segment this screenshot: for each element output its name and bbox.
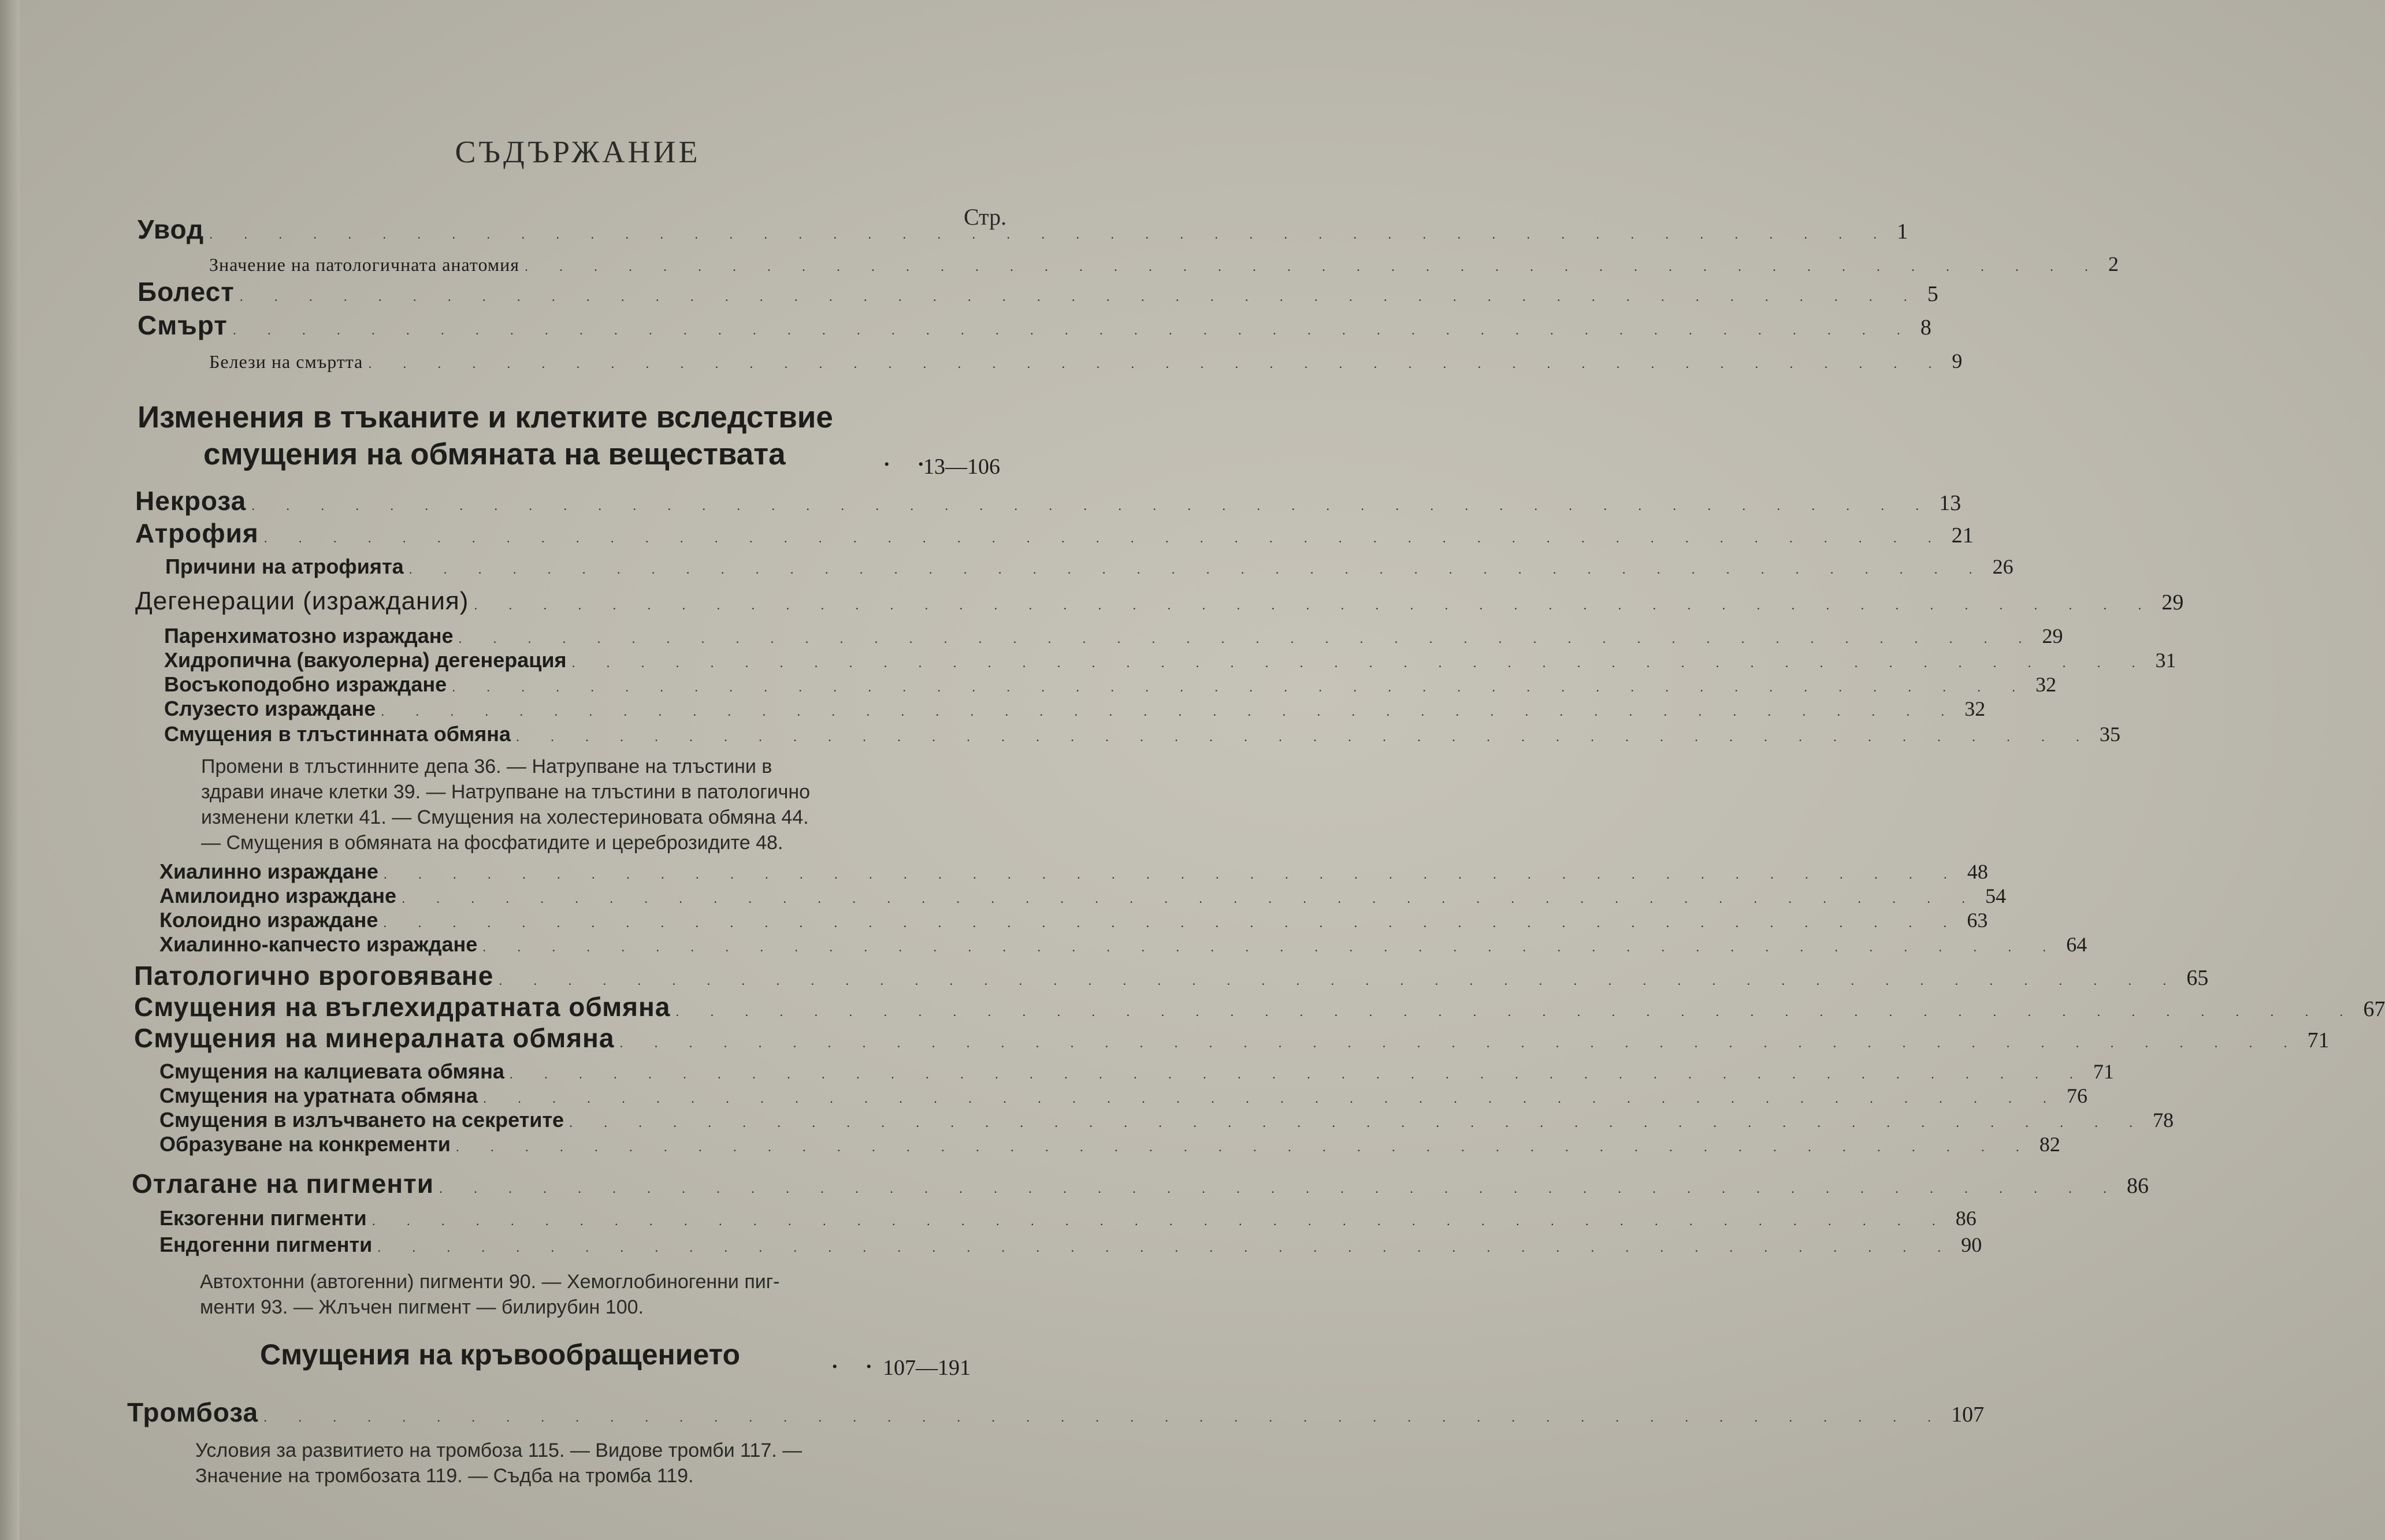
toc-title: СЪДЪРЖАНИЕ [455,135,701,169]
toc-entry-page: 8 [1920,315,1931,340]
toc-entry-text: Патологично вроговяване [134,961,494,991]
toc-entry-page: 54 [1985,884,2007,907]
toc-entry-page: 5 [1927,282,1938,306]
toc-entry-text: Дегенерации (израждания) [135,587,469,615]
toc-entry-necrosis[interactable] [135,485,1962,516]
leader-dots: . . . . . . . . . . . . . . . . . . . . . . . . . . . . . . . . . . . . . . . . . . . . . . [516,734,2094,743]
toc-entry-page: 86 [2126,1174,2149,1198]
toc-entry-page: 65 [2186,966,2209,990]
toc-entry-signs-of-death[interactable] [209,349,1963,373]
leader-dots: . . . . . . . . . . . . . . . . . . . . . . . . . . . . . . . . . . . . . . . . . . . . . . [369,360,1946,370]
toc-entry-page: 90 [1961,1233,1982,1256]
toc-entry-page: 86 [1955,1207,1977,1230]
leader-dots: . . . . . . . . . . . . . . . . . . . . . . . . . . . . . . . . . . . . . . . . . . . . . . [384,920,1962,929]
toc-entry-page: 32 [2035,673,2057,696]
toc-entry-text: Смущения на калциевата обмяна [159,1059,504,1083]
toc-entry-disease[interactable] [138,276,1938,307]
toc-entry-text: Ендогенни пигменти [159,1233,373,1256]
leader-dots: . . . . . . . . . . . . . . . . . . . . . . . . . . . . . . . . . . . . . . . . . . . . . . . . . [210,231,1892,241]
toc-entry-text: Хиалинно-капчесто израждане [159,932,478,956]
toc-entry-calcium[interactable] [159,1059,2114,1084]
toc-entry-page: 76 [2067,1084,2087,1107]
subtopics-paragraph-line: — Смущения в обмяната на фосфатидите и цереброзидите 48. [201,832,783,854]
toc-entry-text: Тромбоза [127,1397,259,1427]
toc-entry-text: Колоидно израждане [159,908,378,932]
toc-entry-page: 29 [2042,624,2063,648]
leader-dots: . . . . . . . . . . . . . . . . . . . . . . . . . . . . . . . . . . . . . . . . . . . . . . [572,660,2150,669]
part-page-range: 13—106 [923,455,1000,479]
leader-dots: . . . . . . . . . . . . . . . . . . . . . . . . . . . . . . . . . . . . . . . . . . . . . . [452,684,2030,694]
toc-entry-mucoid[interactable] [164,697,1986,721]
toc-entry-page: 1 [1897,220,1908,244]
toc-entry-text: Хиалинно израждане [159,860,378,883]
toc-entry-hyaline-droplet[interactable] [159,932,2087,957]
toc-entry-page: 32 [1964,697,1986,720]
toc-entry-endogenous[interactable] [159,1233,1982,1257]
toc-entry-page: 48 [1967,860,1988,883]
subtopics-paragraph-line: здрави иначе клетки 39. — Натрупване на тлъстини в патологично [201,781,811,803]
leader-dots: . . . . . . . . . . . . . . . . . . . . . . . . . . . . . . . . . . . . . . . . . . . . . . [570,1119,2148,1129]
toc-entry-text: Причини на атрофията [165,555,404,578]
toc-entry-page: 29 [2161,590,2184,615]
leader-dots: . . . . . . . . . . . . . . . . . . . . . . . . . . . . . . . . . . . . . . . . . . . . . . [372,1218,1950,1227]
toc-entry-pigments[interactable] [132,1168,2149,1199]
toc-entry-text: Восъкоподобно израждане [164,672,447,696]
subtopics-paragraph-line: менти 93. — Жлъчен пигмент — билирубин 100. [200,1296,644,1318]
toc-entry-waxy[interactable] [164,672,2057,697]
toc-entry-text: Смущения на минералната обмяна [134,1023,615,1053]
toc-entry-exogenous[interactable] [159,1206,1977,1230]
leader-dots: . . [884,447,935,471]
toc-entry-secretions[interactable] [159,1108,2174,1132]
toc-entry-intro[interactable] [138,214,1908,245]
toc-entry-colloid[interactable] [159,908,1988,932]
leader-dots: . . . . . . . . . . . . . . . . . . . . . . . . . . . . . . . . . . . . . . . . . . . . . . . . . [499,977,2181,987]
toc-entry-page: 71 [2093,1060,2114,1083]
subtopics-paragraph-line: Условия за развитието на тромбоза 115. — Видове тромби 117. — [195,1439,803,1461]
toc-entry-page: 9 [1952,349,1963,373]
leader-dots: . . . . . . . . . . . . . . . . . . . . . . . . . . . . . . . . . . . . . . . . . . . . . . . . . [439,1185,2121,1195]
toc-entry-text: Хидропична (вакуолерна) дегенерация [164,648,567,672]
leader-dots: . . . . . . . . . . . . . . . . . . . . . . . . . . . . . . . . . . . . . . . . . . . . . . . . . [233,327,1915,337]
part-heading-line2: смущения на обмяната на веществата [203,437,786,471]
subtopics-paragraph-line: Автохтонни (автогенни) пигменти 90. — Хемоглобиногенни пиг- [200,1271,780,1293]
toc-entry-death[interactable] [138,310,1931,341]
leader-dots: . . . . . . . . . . . . . . . . . . . . . . . . . . . . . . . . . . . . . . . . . . . . . . . . . [264,1414,1946,1424]
toc-entry-text: Образуване на конкременти [159,1132,451,1156]
leader-dots: . . . . . . . . . . . . . . . . . . . . . . . . . . . . . . . . . . . . . . . . . . . . . . [510,1071,2087,1081]
leader-dots: . . . . . . . . . . . . . . . . . . . . . . . . . . . . . . . . . . . . . . . . . . . . . . [484,1095,2061,1105]
toc-entry-thrombosis[interactable] [127,1397,1985,1428]
part-heading: Смущения на кръвообращението [260,1338,741,1371]
toc-entry-text: Екзогенни пигменти [159,1206,367,1230]
toc-entry-atrophy[interactable] [135,518,1974,549]
toc-entry-page: 78 [2153,1108,2174,1132]
toc-entry-hydropic[interactable] [164,648,2176,672]
leader-dots: . . . . . . . . . . . . . . . . . . . . . . . . . . . . . . . . . . . . . . . . . . . . . . [378,1244,1956,1254]
leader-dots: . . . . . . . . . . . . . . . . . . . . . . . . . . . . . . . . . . . . . . . . . . . . . . . . . [474,602,2156,612]
leader-dots: . . . . . . . . . . . . . . . . . . . . . . . . . . . . . . . . . . . . . . . . . . . . . . [483,944,2061,954]
leader-dots: . . . . . . . . . . . . . . . . . . . . . . . . . . . . . . . . . . . . . . . . . . . . . . . . . [240,293,1922,303]
subtopics-paragraph-line: Значение на тромбозата 119. — Съдба на тромба 119. [195,1465,694,1487]
toc-entry-text: Некроза [135,486,247,516]
toc-entry-text: Амилоидно израждане [159,884,397,907]
toc-entry-page: 63 [1967,909,1988,932]
toc-entry-text: Смущения на уратната обмяна [159,1084,478,1107]
leader-dots: . . . . . . . . . . . . . . . . . . . . . . . . . . . . . . . . . . . . . . . . . . . . . . [456,1144,2034,1154]
toc-entry-text: Болест [138,277,235,307]
part-heading-line1: Изменения в тъканите и клетките вследствие [138,400,833,434]
leader-dots: . . . . . . . . . . . . . . . . . . . . . . . . . . . . . . . . . . . . . . . . . . . . . . . . . [676,1009,2358,1018]
toc-entry-page: 21 [1951,523,1974,548]
leader-dots: . . [832,1349,883,1373]
toc-entry-page: 2 [2108,252,2119,276]
toc-entry-keratinization[interactable] [134,960,2209,991]
toc-entry-page: 82 [2039,1133,2060,1156]
leader-dots: . . . . . . . . . . . . . . . . . . . . . . . . . . . . . . . . . . . . . . . . . . . . . . . . . [252,503,1934,512]
toc-entry-text: Увод [138,214,205,244]
toc-entry-text: Слузесто израждане [164,697,376,720]
toc-entry-atrophy-causes[interactable] [165,555,2013,579]
toc-entry-text: Смущения в тлъстинната обмяна [164,722,511,746]
toc-entry-hyaline[interactable] [159,860,1988,884]
toc-entry-page: 26 [1992,555,2013,578]
subtopics-paragraph-line: изменени клетки 41. — Смущения на холестериновата обмяна 44. [201,806,809,828]
toc-entry-page: 64 [2066,933,2087,956]
toc-entry-page: 107 [1951,1403,1985,1427]
toc-entry-text: Смущения в излъчването на секретите [159,1108,564,1132]
part-page-range: 107—191 [883,1356,971,1380]
toc-entry-amyloid[interactable] [159,884,2007,908]
toc-entry-parenchymatous[interactable] [164,624,2063,648]
toc-entry-text: Белези на смъртта [209,351,363,372]
toc-entry-text: Отлагане на пигменти [132,1169,434,1199]
page-column-label: Стр. [964,204,1007,230]
toc-entry-mineral[interactable] [134,1022,2330,1054]
toc-entry-text: Смърт [138,310,228,340]
leader-dots: . . . . . . . . . . . . . . . . . . . . . . . . . . . . . . . . . . . . . . . . . . . . . . [525,263,2102,273]
leader-dots: . . . . . . . . . . . . . . . . . . . . . . . . . . . . . . . . . . . . . . . . . . . . . . . . . [620,1040,2302,1050]
subtopics-paragraph-line: Промени в тлъстинните депа 36. — Натрупване на тлъстини в [201,756,772,778]
toc-entry-page: 35 [2099,723,2120,746]
leader-dots: . . . . . . . . . . . . . . . . . . . . . . . . . . . . . . . . . . . . . . . . . . . . . . [381,708,1959,718]
toc-entry-page: 31 [2155,649,2176,672]
leader-dots: . . . . . . . . . . . . . . . . . . . . . . . . . . . . . . . . . . . . . . . . . . . . . . [384,871,1962,881]
leader-dots: . . . . . . . . . . . . . . . . . . . . . . . . . . . . . . . . . . . . . . . . . . . . . . [459,635,2037,645]
toc-entry-text: Значение на патологичната анатомия [209,254,519,275]
toc-entry-degenerations[interactable] [135,587,2184,616]
toc-entry-fat-metabolism[interactable] [164,722,2120,746]
toc-entry-text: Атрофия [135,518,259,548]
toc-entry-text: Смущения на въглехидратната обмяна [134,992,671,1022]
toc-entry-page: 67 [2363,997,2385,1021]
toc-entry-significance[interactable] [209,252,2119,276]
toc-entry-text: Паренхиматозно израждане [164,624,454,648]
toc-entry-concrements[interactable] [159,1132,2060,1156]
toc-entry-page: 13 [1939,491,1962,515]
leader-dots: . . . . . . . . . . . . . . . . . . . . . . . . . . . . . . . . . . . . . . . . . . . . . . . . . [264,535,1946,545]
toc-entry-page: 71 [2307,1028,2330,1052]
toc-entry-carbohydrate[interactable] [134,991,2385,1022]
leader-dots: . . . . . . . . . . . . . . . . . . . . . . . . . . . . . . . . . . . . . . . . . . . . . . [409,566,1987,576]
leader-dots: . . . . . . . . . . . . . . . . . . . . . . . . . . . . . . . . . . . . . . . . . . . . . . [402,895,1980,905]
toc-entry-urate[interactable] [159,1084,2087,1108]
